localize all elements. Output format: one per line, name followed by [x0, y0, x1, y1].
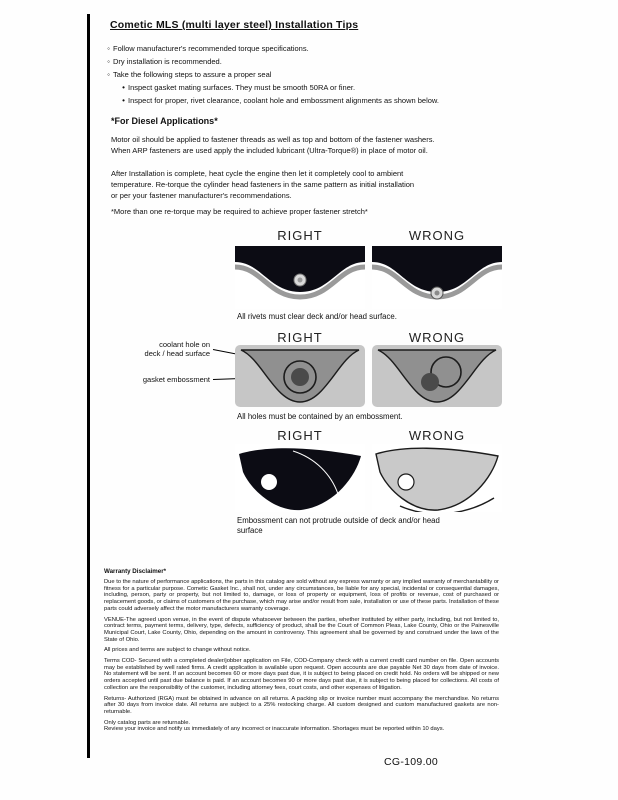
- tip-text: Inspect for proper, rivet clearance, coolant hole and embossment alignments as shown below.: [128, 96, 440, 105]
- wrong-column-header: WRONG: [408, 330, 466, 345]
- right-column-header: RIGHT: [277, 330, 323, 345]
- disclaimer-paragraph: Terms COD- Secured with a completed dealer/jobber application on File, COD-Company check with a current credit card number on file. Open accounts may be established by well rated firms. A credit application is available upon request. Open accounts are due payable Net 30 days from date of invoice. No statement will be sent. If an account becomes 60 or more days past due, it is subject to being placed on credit hold. No orders will be shipped or new orders accepted until past due balance is paid. If an account becomes 90 or more days past due, it is subject to being placed for collections. All costs of collection are the responsibility of the customer, including attorney fees, court costs, and other expenses of litigation.: [104, 658, 499, 691]
- filled-bullet-icon: •: [122, 83, 125, 92]
- coolant-hole: [421, 373, 439, 391]
- page-title: Cometic MLS (multi layer steel) Installation Tips: [110, 19, 359, 31]
- right-column-header: RIGHT: [277, 228, 323, 243]
- label-line: deck / head surface: [144, 349, 210, 358]
- protrusion-wrong-illustration: [372, 444, 502, 512]
- diesel-applications-heading: *For Diesel Applications*: [111, 116, 218, 126]
- diagram-protrusion-right: [235, 444, 365, 512]
- tip-text: Inspect gasket mating surfaces. They must be smooth 50RA or finer.: [128, 83, 356, 92]
- disclaimer-paragraph: Due to the nature of performance applications, the parts in this catalog are sold without any express warranty or any implied warranty of merchantability or fitness for a particular purpose. Cometic Gasket Inc., shall not, under any circumstances, be liable for any special, incidental or consequential damages, including, person, party or property, but not limited to, damage, or loss of property or equipment, loss of profits or revenue, cost of purchased or replacement goods, or claims of customers of the purchase, which may arise and/or result from sale, installation or use of these parts. Installation of these parts could adversely affect the motor manufacturers warranty coverage.: [104, 579, 499, 612]
- list-item: [104, 55, 439, 68]
- paragraph-line: When ARP fasteners are used apply the included lubricant (Ultra-Torque®) in place of motor oil.: [111, 146, 428, 155]
- protrusion-right-illustration: [235, 444, 365, 512]
- document-number: CG-109.00: [384, 756, 439, 768]
- diagram-caption: Embossment can not protrude outside of deck and/or head surface: [237, 516, 440, 535]
- diagram-embossment-wrong: [372, 345, 502, 407]
- diagram-caption: All holes must be contained by an embossment.: [237, 412, 403, 421]
- embossment-right-illustration: [235, 345, 365, 407]
- list-item: [119, 81, 439, 94]
- paragraph-line: After Installation is complete, heat cycle the engine then let it completely cool to ambient: [111, 169, 404, 178]
- tip-text: Dry installation is recommended.: [113, 57, 222, 66]
- label-line: coolant hole on: [159, 340, 210, 349]
- rivet-wrong-illustration: [372, 246, 502, 309]
- warranty-disclaimer: [104, 568, 499, 737]
- diagram-rivet-wrong: [372, 246, 502, 309]
- paragraph-line: temperature. Re-torque the cylinder head fasteners in the same pattern as initial installation: [111, 180, 415, 189]
- rivet-right-illustration: [235, 246, 365, 309]
- diagram-caption: All rivets must clear deck and/or head surface.: [237, 312, 397, 321]
- coolant-hole-label: [110, 340, 210, 358]
- right-column-header: RIGHT: [277, 428, 323, 443]
- open-bullet-icon: ◦: [107, 44, 110, 53]
- list-item: [104, 42, 439, 55]
- bolt-hole: [261, 474, 277, 490]
- installation-tips-list: [104, 42, 439, 107]
- list-item: [119, 94, 439, 107]
- diesel-paragraph-1: [111, 134, 435, 156]
- wrong-column-header: WRONG: [408, 228, 466, 243]
- diagram-protrusion-wrong: [372, 444, 502, 512]
- retorque-note: *More than one re-torque may be required to achieve proper fastener stretch*: [111, 207, 368, 216]
- gasket-embossment-label: gasket embossment: [142, 375, 210, 384]
- paragraph-line: or per your fastener manufacturer's recommendations.: [111, 191, 292, 200]
- diagram-embossment-right: [235, 345, 365, 407]
- disclaimer-paragraph: All prices and terms are subject to change without notice.: [104, 647, 251, 654]
- open-bullet-icon: ◦: [107, 57, 110, 66]
- embossment-wrong-illustration: [372, 345, 502, 407]
- disclaimer-paragraph: VENUE-The agreed upon venue, in the event of dispute whatsoever between the parties, whether instituted by either party, including, but not limited to, contract terms, payment terms, delivery, type, defects, sufficiency of product, shall be the Court of Common Pleas, Lake County, Ohio or the Painesville Municipal Court, Lake County, Ohio, depending on the amount in controversy. This agreement shall be governed by and construed under the laws of the State of Ohio.: [104, 616, 499, 643]
- left-border-rule: [87, 14, 90, 758]
- disclaimer-paragraph: Returns- Authorized (RGA) must be obtained in advance on all returns. A packing slip or invoice number must accompany the merchandise. No returns after 30 days from invoice date. All returns are subject to a 25% restocking charge. All custom designed and custom manufactured gaskets are non-returnable.: [104, 695, 499, 715]
- coolant-hole: [291, 368, 309, 386]
- tip-text: Take the following steps to assure a proper seal: [113, 70, 272, 79]
- diesel-paragraph-2: [111, 168, 414, 201]
- open-bullet-icon: ◦: [107, 70, 110, 79]
- disclaimer-paragraph: Only catalog parts are returnable.: [104, 719, 191, 726]
- bolt-hole: [398, 474, 414, 490]
- list-item: [104, 68, 439, 81]
- paragraph-line: Motor oil should be applied to fastener threads as well as top and bottom of the fastener washers.: [111, 135, 435, 144]
- tip-text: Follow manufacturer's recommended torque specifications.: [113, 44, 309, 53]
- wrong-column-header: WRONG: [408, 428, 466, 443]
- disclaimer-paragraph: Review your invoice and notify us immediately of any incorrect or inaccurate information. Shortages must be reported within 10 days.: [104, 726, 445, 733]
- disclaimer-heading: Warranty Disclaimer*: [104, 568, 167, 575]
- filled-bullet-icon: •: [122, 96, 125, 105]
- diagram-rivet-right: [235, 246, 365, 309]
